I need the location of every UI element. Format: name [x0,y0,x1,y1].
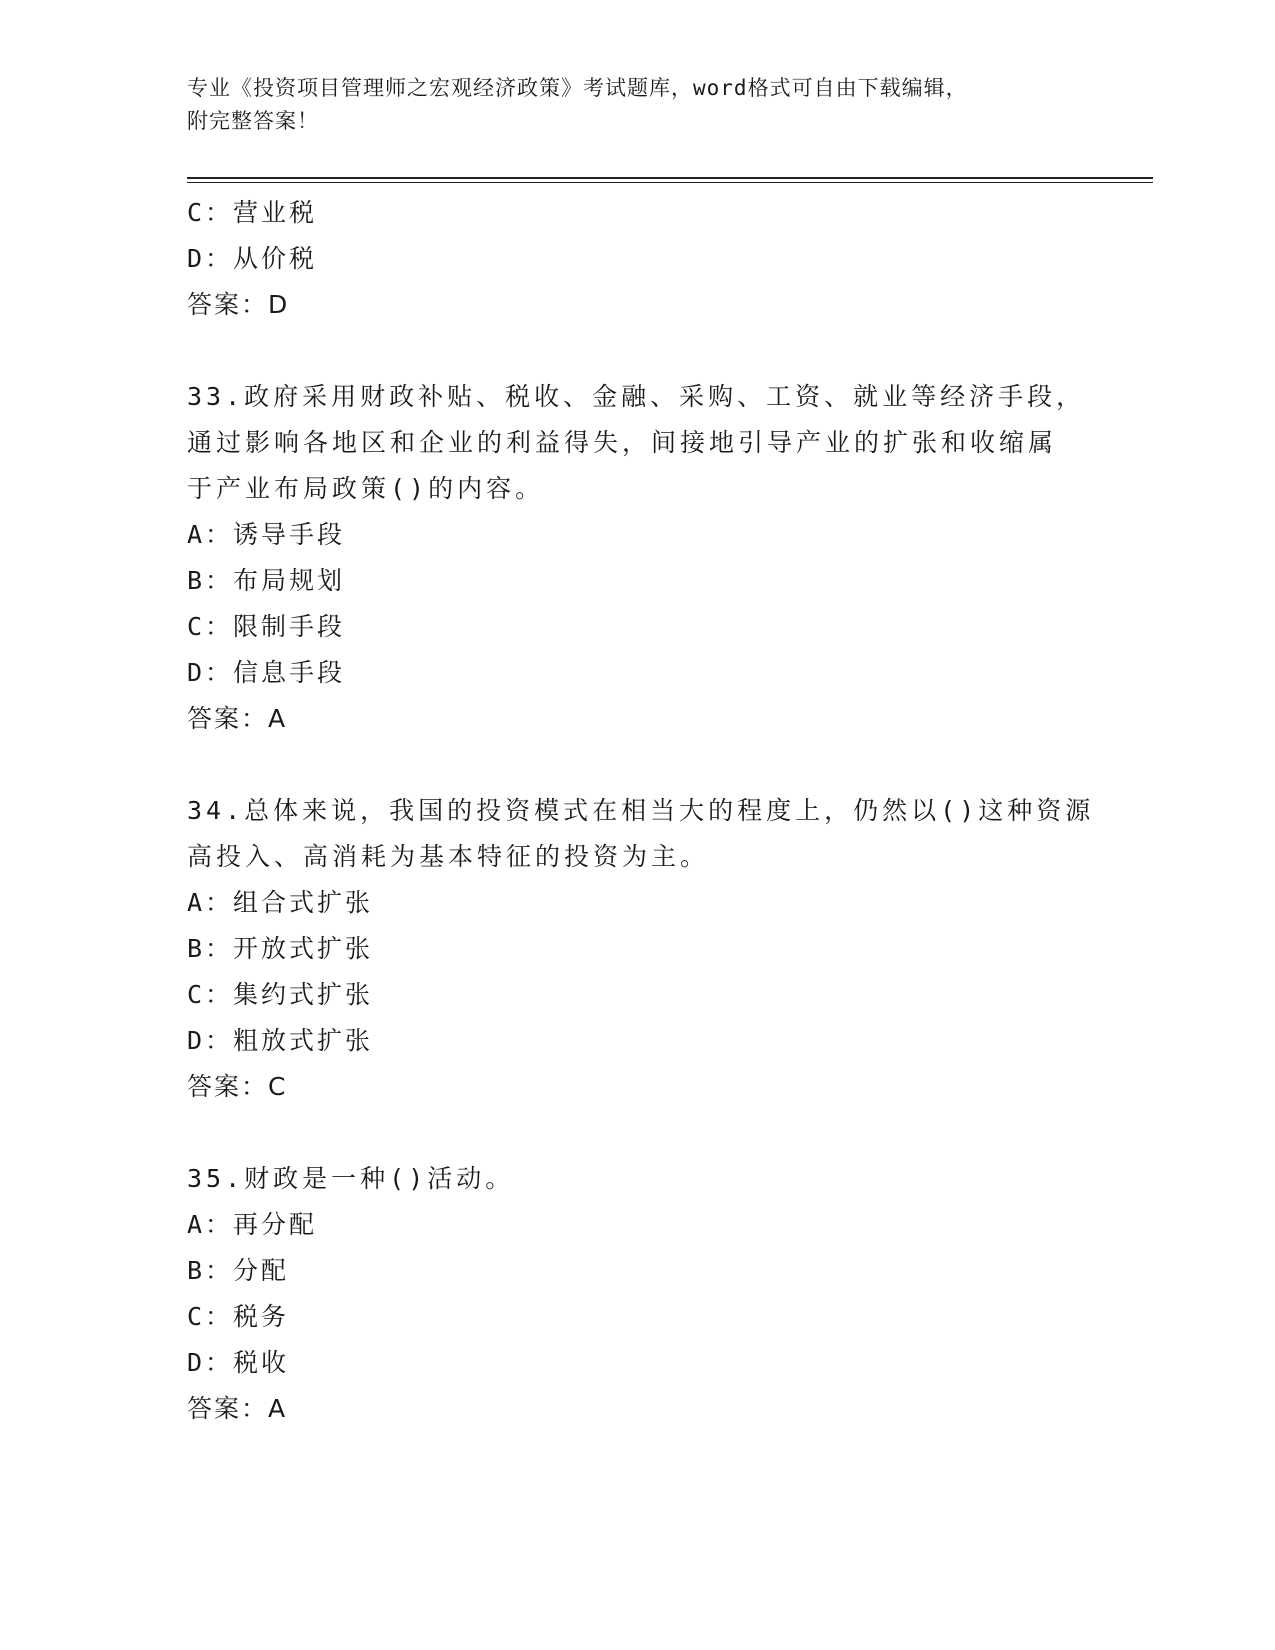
question-text-line: 35.财政是一种()活动。 [187,1164,515,1193]
header-divider-thick [187,177,1153,179]
answer-line: 答案：A [187,704,288,733]
answer-line: 答案：A [187,1394,288,1423]
question-text-line: 34.总体来说，我国的投资模式在相当大的程度上，仍然以()这种资源 [187,796,1095,825]
option-a: A：组合式扩张 [187,888,374,917]
header-divider-thin [187,182,1153,183]
question-32-continuation [187,190,1087,328]
option-c: C：营业税 [187,198,318,227]
question-list [187,190,1095,1432]
question-34 [187,788,1095,1110]
question-35 [187,1156,1087,1432]
option-a: A：诱导手段 [187,520,346,549]
spacer [187,1110,1087,1156]
option-b: B：分配 [187,1256,290,1285]
answer-line: 答案：D [187,290,290,319]
option-d: D：从价税 [187,244,318,273]
option-a: A：再分配 [187,1210,318,1239]
question-text-line: 于产业布局政策()的内容。 [187,474,545,503]
option-c: C：限制手段 [187,612,346,641]
option-c: C：集约式扩张 [187,980,374,1009]
answer-line: 答案：C [187,1072,288,1101]
question-text-line: 高投入、高消耗为基本特征的投资为主。 [187,842,710,871]
option-b: B：开放式扩张 [187,934,374,963]
question-text-line: 通过影响各地区和企业的利益得失，间接地引导产业的扩张和收缩属 [187,428,1058,457]
header-line-1: 专业《投资项目管理师之宏观经济政策》考试题库，word格式可自由下载编辑， [187,76,968,100]
header-line-2: 附完整答案！ [187,109,319,133]
question-text-line: 33.政府采用财政补贴、税收、金融、采购、工资、就业等经济手段， [187,382,1086,411]
option-b: B：布局规划 [187,566,346,595]
question-33 [187,374,1087,742]
question-text [187,1156,1087,1202]
spacer [187,328,1087,374]
spacer [187,742,1087,788]
option-d: D：粗放式扩张 [187,1026,374,1055]
question-text [187,788,1095,880]
option-c: C：税务 [187,1302,290,1331]
option-d: D：信息手段 [187,658,346,687]
option-d: D：税收 [187,1348,290,1377]
document-header [187,72,1087,138]
question-text [187,374,1087,512]
